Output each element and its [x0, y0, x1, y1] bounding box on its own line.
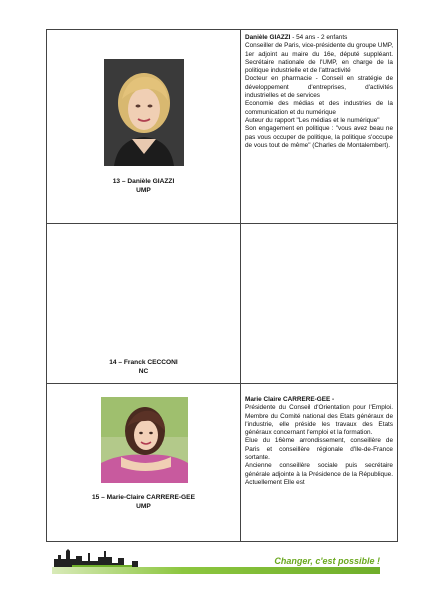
candidate-left-cell — [47, 30, 240, 223]
candidate-row-14 — [47, 224, 397, 384]
candidate-bio-empty — [241, 224, 397, 383]
candidate-left-cell — [47, 224, 240, 383]
candidate-bio — [241, 30, 397, 223]
bio-paragraph: Ancienne conseillère sociale puis secrétaire générale adjointe à la Présidence de la République. Actuellement Elle est — [245, 462, 393, 486]
candidate-party: UMP — [136, 187, 151, 194]
candidate-party: NC — [138, 368, 149, 375]
candidate-bio — [241, 384, 397, 541]
page-footer — [52, 547, 380, 577]
candidate-row-15 — [47, 384, 397, 541]
candidate-caption — [47, 358, 240, 376]
bio-paragraph: Présidente du Conseil d'Orientation pour l'Emploi. Membre du Comité national des Etats généraux de l'industrie, elle préside les travaux des Etats généraux concernant l'emploi et la formation. — [245, 404, 393, 437]
bio-paragraph: Conseiller de Paris, vice-présidente du groupe UMP, 1er adjoint au maire du 16e, député suppléant. Secrétaire nationale de l'UMP, en charge de la politique industrielle et de l'attractivité — [245, 42, 394, 75]
bio-name-rest: - 54 ans - 2 enfants — [290, 34, 348, 41]
candidate-number-name: 13 – Danièle GIAZZI — [112, 178, 175, 185]
bio-paragraph: Auteur du rapport "Les médias et le numérique" — [245, 116, 380, 124]
bio-name: Marie Claire CARRERE-GEE - — [245, 396, 335, 403]
bio-name: Danièle GIAZZI — [245, 34, 291, 41]
candidate-number-name: 14 – Franck CECCONI — [109, 359, 178, 366]
bio-paragraph: Elue du 16ème arrondissement, conseillère de Paris et conseillère régionale d'Ile-de-France sortante. — [245, 437, 393, 462]
bio-paragraph: Economie des médias et des industries de la communication et du numérique — [245, 100, 393, 116]
candidate-caption — [47, 177, 240, 195]
candidate-left-cell — [47, 384, 240, 541]
campaign-slogan: Changer, c'est possible ! — [274, 556, 380, 566]
candidate-photo-carrere-gee — [101, 397, 188, 483]
footer-green-bar — [52, 567, 380, 574]
candidate-row-13 — [47, 30, 397, 224]
candidate-caption — [47, 493, 240, 511]
bio-paragraph: Son engagement en politique : "vous avez beau ne pas vous occuper de politique, la politique s'occupe de vous tout de même" (Charles de Montalembert). — [245, 125, 393, 149]
candidate-number-name: 15 – Marie-Claire CARRERE-GEE — [92, 494, 195, 501]
candidate-party: UMP — [136, 503, 151, 510]
candidate-photo-giazzi — [104, 59, 184, 166]
bio-paragraph: Docteur en pharmacie - Conseil en stratégie de développement d'entreprises, d'activités industrielles et de services — [245, 75, 393, 100]
candidate-table — [46, 29, 398, 542]
